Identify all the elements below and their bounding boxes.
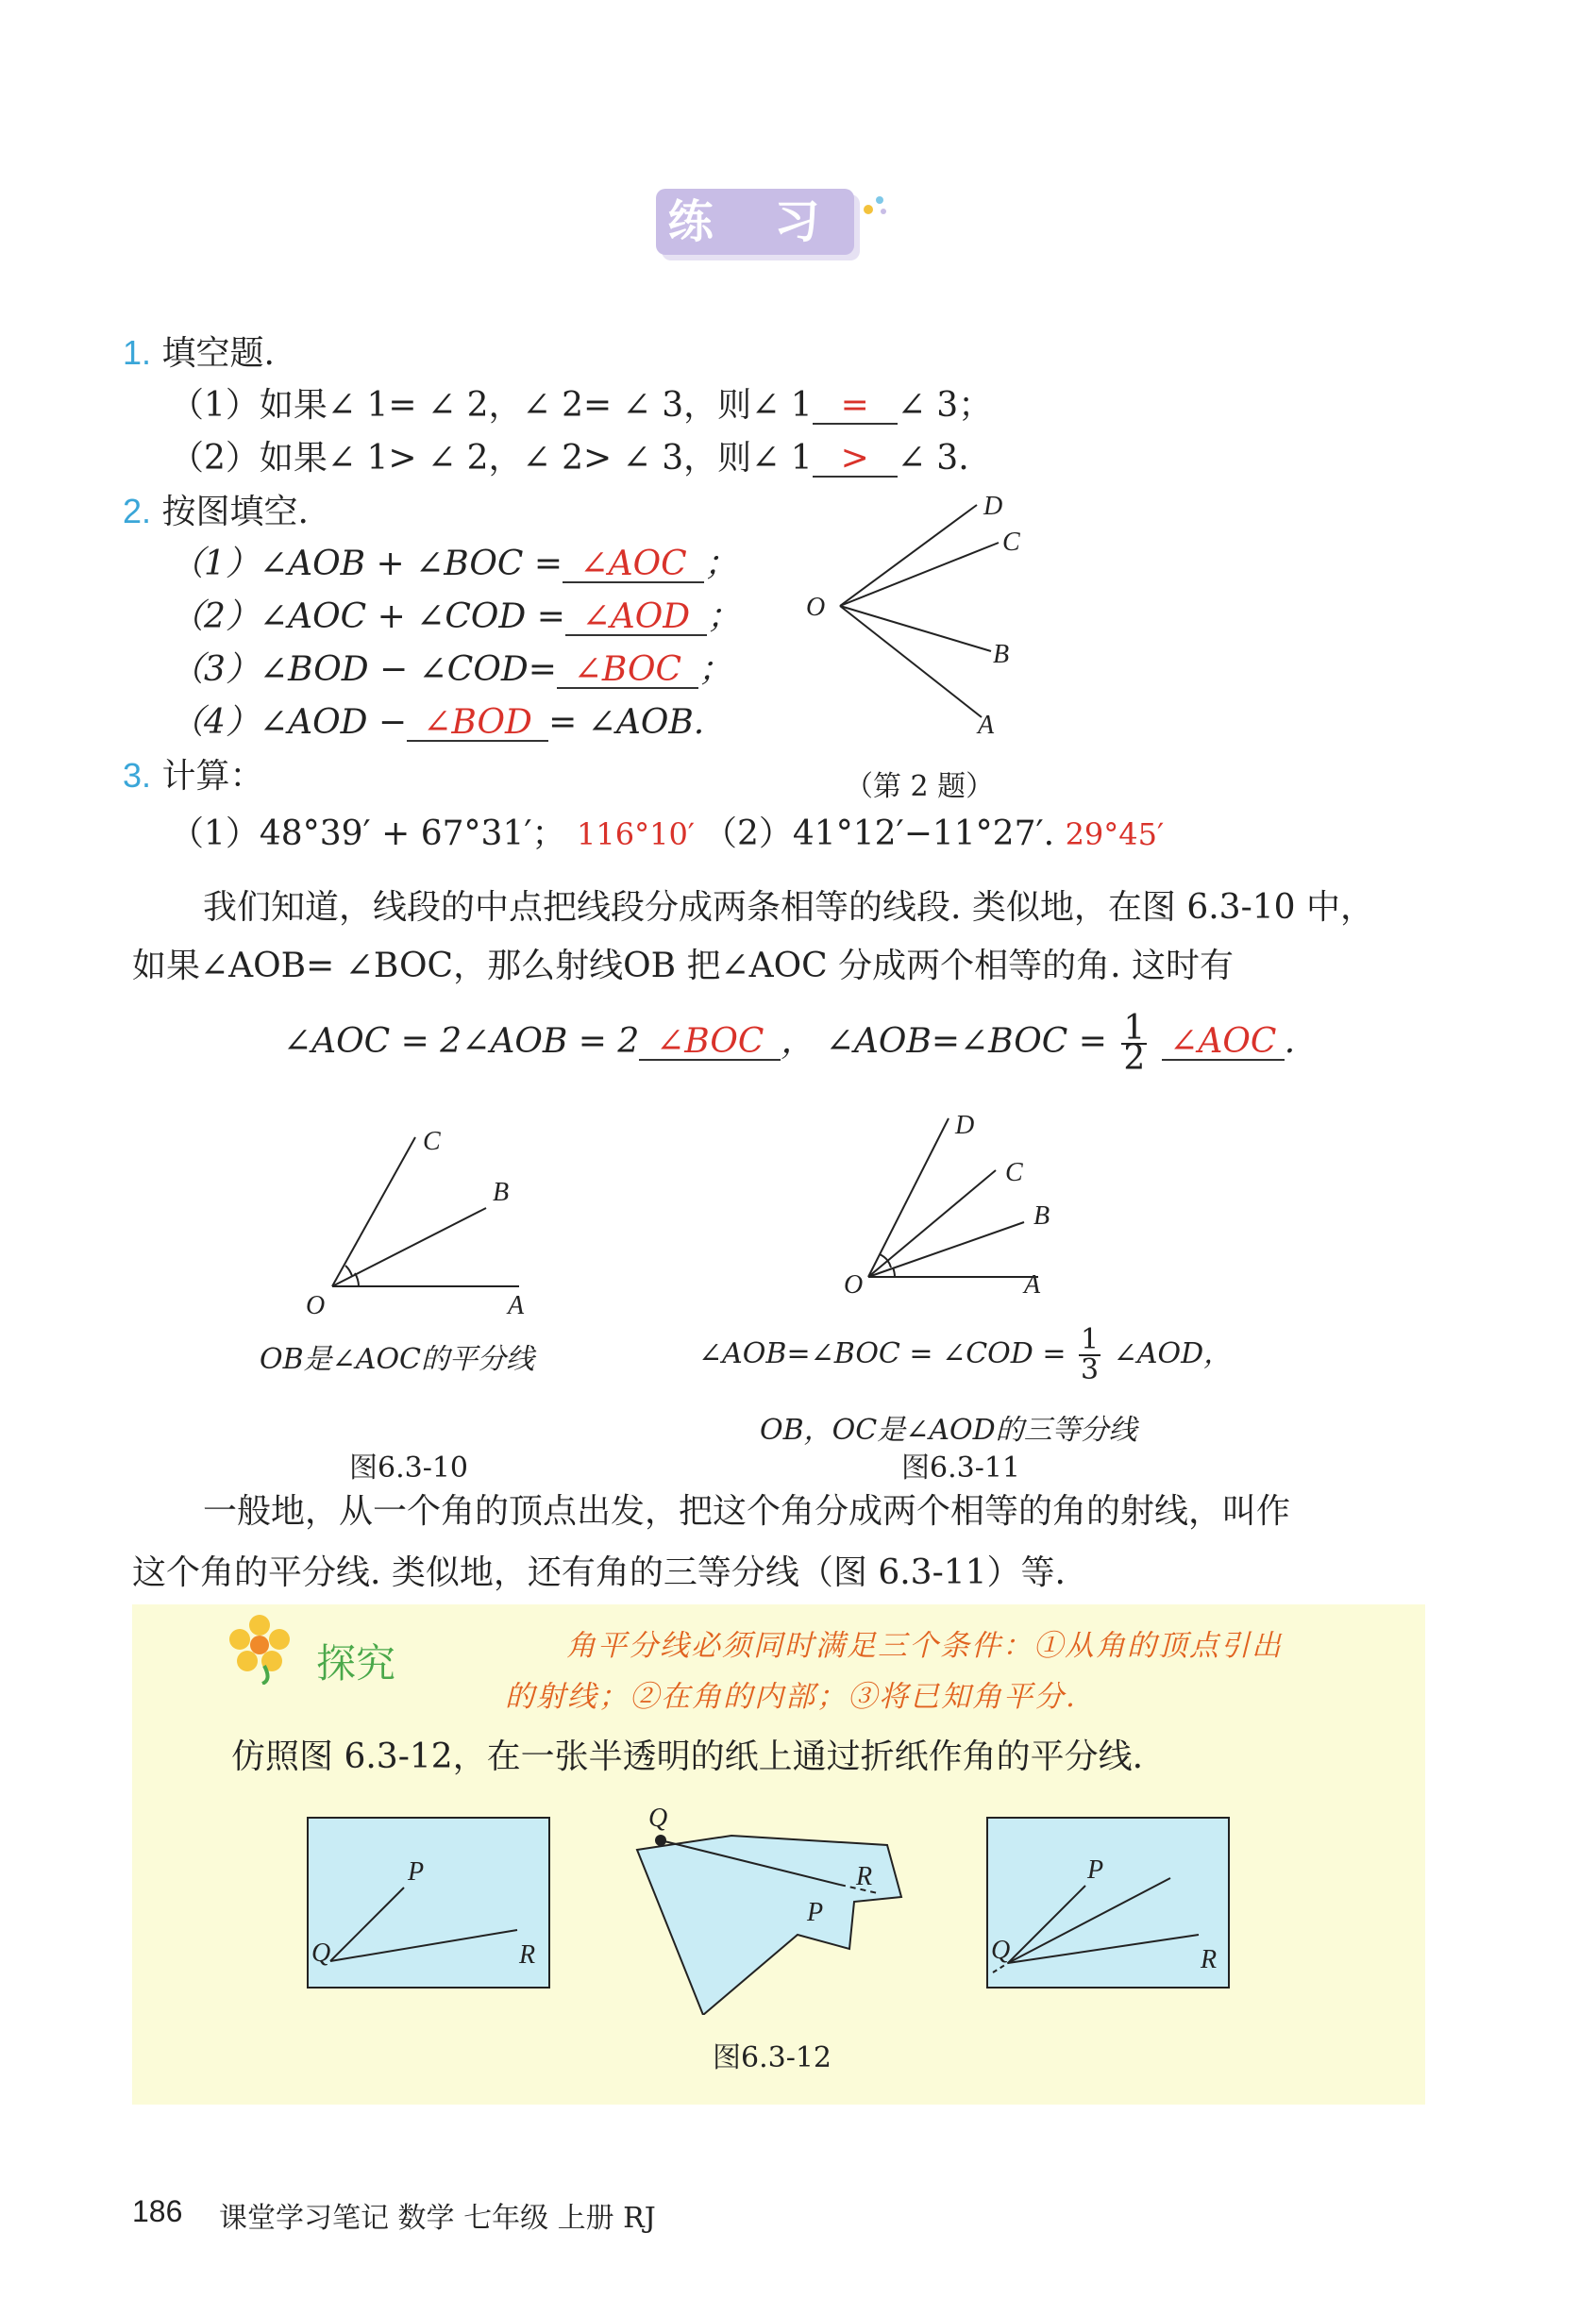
question-2-part-3: （3）∠BOD − ∠COD= ∠BOC ； bbox=[170, 650, 732, 689]
fold-step-1 bbox=[302, 1812, 557, 1996]
question-3-title: 3. 计算： bbox=[123, 756, 264, 796]
answer-blank: ∠AOC bbox=[1162, 1025, 1285, 1061]
label-p: P bbox=[807, 1898, 824, 1927]
answer-blank: ∠BOC bbox=[639, 1025, 781, 1061]
question-1-title: 1. 填空题. bbox=[123, 333, 275, 373]
figure-6-3-10 bbox=[293, 1118, 566, 1317]
question-2-figure bbox=[793, 486, 1038, 750]
label-p: P bbox=[408, 1857, 425, 1887]
sparkle-icon bbox=[861, 193, 889, 221]
question-2-part-2: （2）∠AOC + ∠COD = ∠AOD ； bbox=[170, 597, 741, 636]
fold-step-3 bbox=[982, 1812, 1236, 1996]
label-r: R bbox=[519, 1940, 536, 1970]
figure-6-3-10-caption: 图6.3-10 bbox=[349, 1452, 469, 1485]
fold-step-2 bbox=[609, 1798, 911, 2015]
answer-text: 116°10′ bbox=[577, 816, 696, 852]
question-1-part-1: （1）如果∠ 1= ∠ 2，∠ 2= ∠ 3，则∠ 1 = ∠ 3； bbox=[170, 386, 993, 425]
label-q: Q bbox=[991, 1936, 1011, 1965]
ray-oc bbox=[840, 543, 999, 606]
question-2-caption: （第 2 题） bbox=[845, 770, 995, 803]
label-p: P bbox=[1087, 1855, 1104, 1885]
answer-blank: ∠BOD bbox=[407, 706, 548, 742]
question-3-part-1: （1）48°39′ + 67°31′； 116°10′ bbox=[170, 814, 696, 853]
paragraph-1-line-2: 如果∠AOB= ∠BOC，那么射线OB 把∠AOC 分成两个相等的角. 这时有 bbox=[132, 947, 1235, 985]
answer-blank: ∠AOC bbox=[563, 547, 704, 583]
ray-ob bbox=[840, 606, 991, 651]
label-o: O bbox=[844, 1270, 864, 1300]
figure-6-3-11-description: OB，OC是∠AOD的三等分线 bbox=[760, 1414, 1137, 1447]
label-c: C bbox=[1005, 1158, 1023, 1187]
explore-note-line-1: 角平分线必须同时满足三个条件：①从角的顶点引出 bbox=[566, 1629, 1283, 1663]
explore-section bbox=[132, 1604, 1425, 2105]
label-r: R bbox=[1201, 1945, 1218, 1974]
answer-blank: ∠AOD bbox=[565, 600, 707, 636]
figure-6-3-11 bbox=[831, 1109, 1076, 1312]
label-a: A bbox=[1024, 1270, 1041, 1300]
label-o: O bbox=[306, 1291, 326, 1317]
explore-instruction: 仿照图 6.3-12，在一张半透明的纸上通过折纸作角的平分线. bbox=[231, 1737, 1144, 1776]
flower-icon bbox=[227, 1614, 293, 1685]
label-b: B bbox=[993, 640, 1010, 669]
page-number: 186 bbox=[132, 2194, 183, 2228]
label-a: A bbox=[508, 1291, 525, 1317]
ray-od bbox=[840, 505, 977, 606]
answer-blank: ∠BOC bbox=[557, 653, 698, 689]
explore-label: 探究 bbox=[316, 1640, 396, 1687]
label-d: D bbox=[983, 492, 1003, 521]
answer-text: 29°45′ bbox=[1065, 816, 1165, 852]
question-1-part-2: （2）如果∠ 1> ∠ 2，∠ 2> ∠ 3，则∠ 1 > ∠ 3. bbox=[170, 439, 969, 478]
figure-6-3-10-description: OB是∠AOC的平分线 bbox=[260, 1343, 534, 1376]
paragraph-2-line-2: 这个角的平分线. 类似地，还有角的三等分线（图 6.3-11）等. bbox=[132, 1553, 1066, 1592]
question-2-part-1: （1）∠AOB + ∠BOC = ∠AOC ； bbox=[170, 545, 739, 583]
figure-6-3-12-caption: 图6.3-12 bbox=[713, 2041, 832, 2074]
label-q: Q bbox=[311, 1938, 331, 1968]
section-title: 练 习 bbox=[656, 189, 854, 255]
label-c: C bbox=[423, 1127, 441, 1156]
question-2-part-4: （4）∠AOD − ∠BOD = ∠AOB. bbox=[170, 703, 705, 742]
ray-oa bbox=[840, 606, 982, 717]
label-b: B bbox=[1033, 1201, 1050, 1231]
label-b: B bbox=[493, 1178, 510, 1207]
label-c: C bbox=[1002, 528, 1020, 557]
question-2-title: 2. 按图填空. bbox=[123, 492, 309, 531]
figure-6-3-11-caption: 图6.3-11 bbox=[901, 1452, 1021, 1485]
label-r: R bbox=[856, 1862, 873, 1891]
label-d: D bbox=[955, 1111, 975, 1140]
bisector-formula: ∠AOC = 2∠AOB = 2 ∠BOC ， ∠AOB=∠BOC = $\frac{1}{2}$ ∠AOC . bbox=[283, 1009, 1296, 1078]
footer-text: 课堂学习笔记 数学 七年级 上册 RJ bbox=[219, 2202, 656, 2235]
label-a: A bbox=[978, 711, 995, 740]
figure-6-3-11-equation: ∠AOB=∠BOC = ∠COD = $\frac{1}{3}$ ∠AOD， bbox=[698, 1323, 1233, 1386]
answer-blank: = bbox=[813, 389, 898, 425]
paragraph-1-line-1: 我们知道，线段的中点把线段分成两条相等的线段. 类似地，在图 6.3-10 中， bbox=[203, 888, 1374, 927]
label-q: Q bbox=[648, 1804, 668, 1833]
answer-blank: > bbox=[813, 442, 898, 478]
explore-note-line-2: 的射线；②在角的内部；③将已知角平分. bbox=[505, 1680, 1077, 1714]
paragraph-2-line-1: 一般地，从一个角的顶点出发，把这个角分成两个相等的角的射线，叫作 bbox=[203, 1492, 1291, 1531]
label-o: O bbox=[806, 593, 826, 622]
question-3-part-2: （2）41°12′−11°27′. 29°45′ bbox=[703, 814, 1165, 853]
